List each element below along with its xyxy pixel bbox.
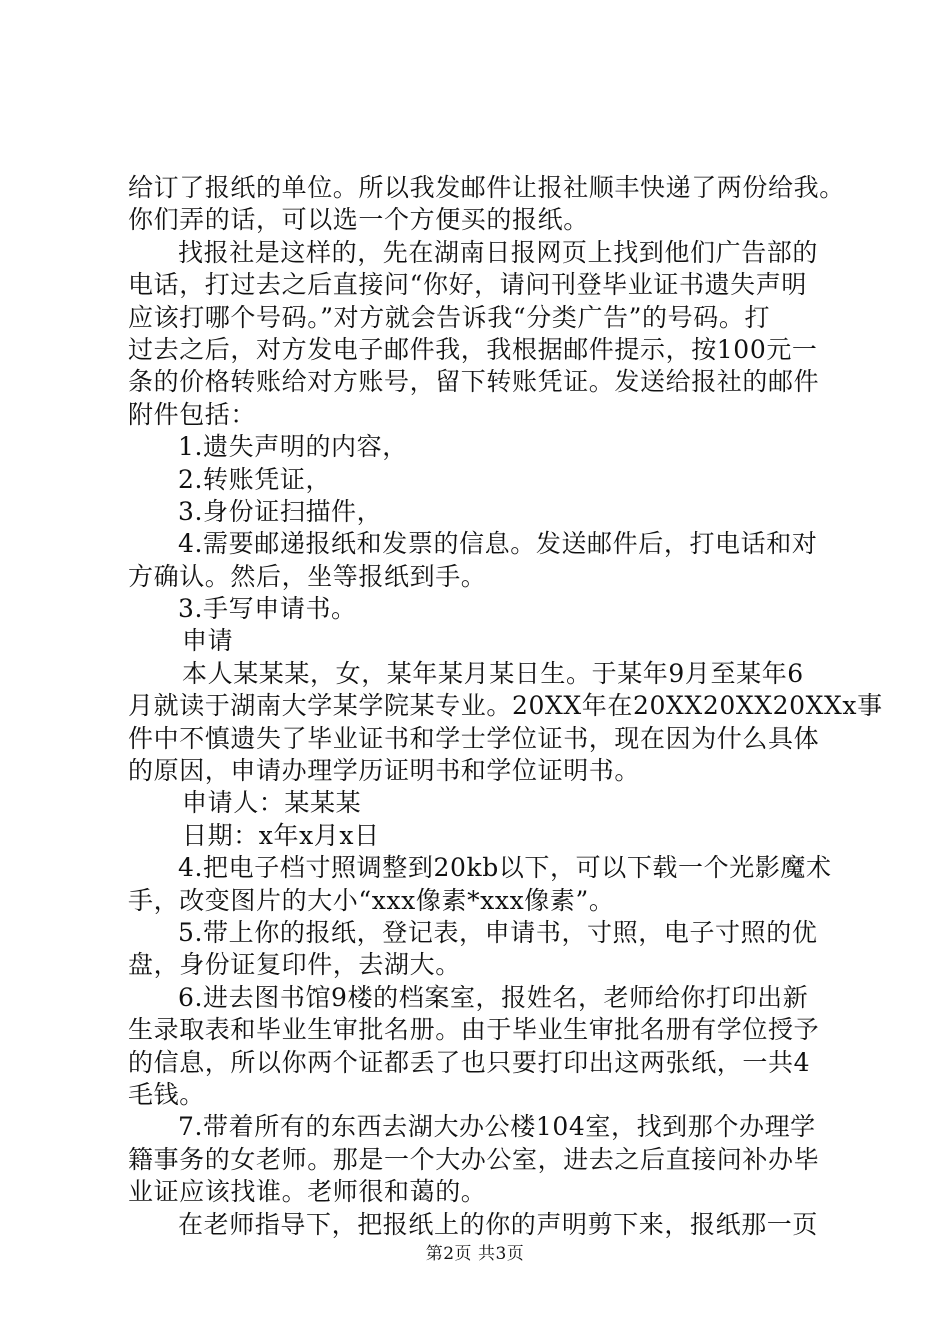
list-item: 3.身份证扫描件，	[178, 496, 383, 526]
application-body-line: 本人某某某，女，某年某月某日生。于某年9月至某年6	[182, 658, 804, 688]
text-line: 条的价格转账给对方账号，留下转账凭证。发送给报社的邮件	[128, 367, 820, 397]
text-line: 附件包括：	[128, 399, 257, 429]
text-line: 电话，打过去之后直接问“你好，请问刊登毕业证书遗失声明	[128, 270, 807, 300]
text-line: 籍事务的女老师。那是一个大办公室，进去之后直接问补办毕	[128, 1144, 820, 1174]
step-item: 5.带上你的报纸，登记表，申请书，寸照，电子寸照的优	[178, 917, 818, 947]
step-item: 4.把电子档寸照调整到20kb以下，可以下载一个光影魔术	[178, 853, 832, 883]
page-number-footer: 第2页 共3页	[425, 1244, 525, 1264]
text-line: 方确认。然后，坐等报纸到手。	[128, 561, 487, 591]
application-body-line: 的原因，申请办理学历证明书和学位证明书。	[128, 756, 641, 786]
list-item: 4.需要邮递报纸和发票的信息。发送邮件后，打电话和对	[178, 529, 818, 559]
text-line: 过去之后，对方发电子邮件我，我根据邮件提示，按100元一	[128, 334, 818, 364]
text-line: 毛钱。	[128, 1079, 205, 1109]
text-line: 的信息，所以你两个证都丢了也只要打印出这两张纸，一共4	[128, 1047, 811, 1077]
text-line: 应该打哪个号码。”对方就会告诉我“分类广告”的号码。打	[128, 302, 771, 332]
applicant-signature-line: 申请人：某某某	[182, 788, 362, 818]
application-body-line: 件中不慎遗失了毕业证书和学士学位证书，现在因为什么具体	[128, 723, 820, 753]
paragraph-start-line: 找报社是这样的，先在湖南日报网页上找到他们广告部的	[178, 237, 819, 267]
text-line: 盘，身份证复印件，去湖大。	[128, 950, 461, 980]
step-item: 6.进去图书馆9楼的档案室，报姓名，老师给你打印出新	[178, 982, 809, 1012]
list-item: 2.转账凭证，	[178, 464, 332, 494]
text-line: 给订了报纸的单位。所以我发邮件让报社顺丰快递了两份给我。	[128, 173, 845, 202]
text-line: 业证应该找谁。老师很和蔼的。	[128, 1177, 487, 1207]
step-heading: 3.手写申请书。	[178, 594, 357, 624]
application-body-line: 月就读于湖南大学某学院某专业。20XX年在20XX20XX20XXx事	[128, 691, 883, 721]
step-item: 7.带着所有的东西去湖大办公楼104室，找到那个办理学	[178, 1112, 816, 1142]
text-line: 手，改变图片的大小“xxx像素*xxx像素”。	[128, 885, 615, 915]
application-date-line: 日期：x年x月x日	[182, 820, 380, 850]
text-line: 你们弄的话，可以选一个方便买的报纸。	[128, 205, 589, 235]
document-body	[128, 172, 883, 1241]
text-line: 生录取表和毕业生审批名册。由于毕业生审批名册有学位授予	[128, 1015, 820, 1045]
list-item: 1.遗失声明的内容，	[178, 432, 408, 462]
paragraph-start-line: 在老师指导下，把报纸上的你的声明剪下来，报纸那一页	[178, 1209, 819, 1239]
application-title: 申请	[182, 626, 234, 656]
